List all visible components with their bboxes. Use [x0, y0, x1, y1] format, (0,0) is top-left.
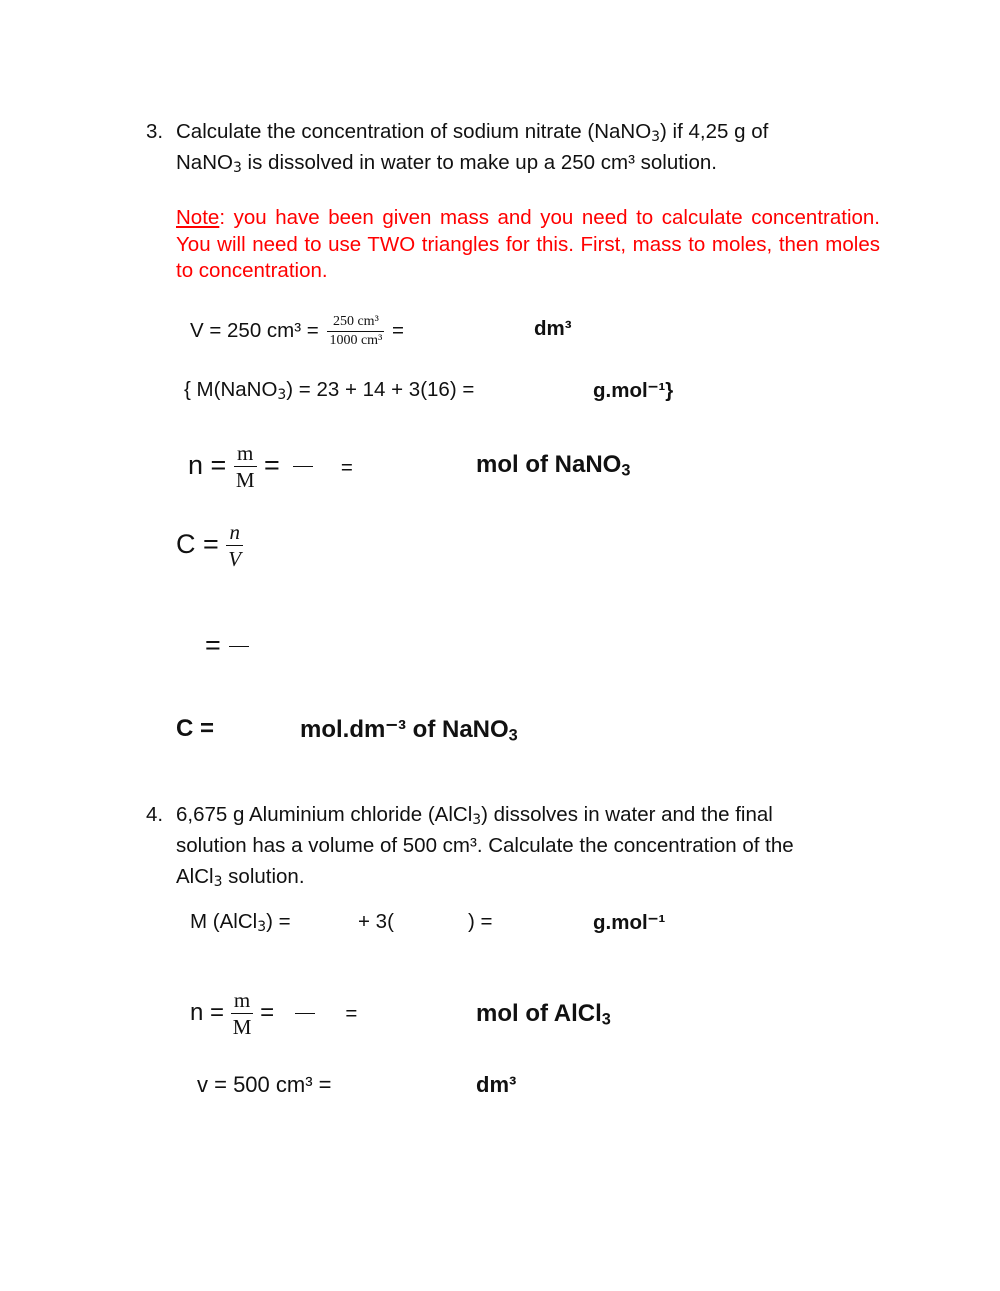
question-4-number: 4. — [146, 803, 164, 826]
volume-lhs: V = 250 cm³ = — [190, 319, 319, 342]
q4-n-fraction: $\frac{m}{M}$ — [232, 988, 252, 1040]
q3-moles-unit: mol of NaNO$_3$ — [476, 451, 631, 480]
c-fraction: $\frac{n}{V}$ — [228, 520, 242, 572]
q3-note — [176, 205, 880, 285]
volume-eq: = — [391, 319, 404, 342]
q3-line2-a: NaNO — [176, 151, 233, 174]
question-3-number: 3. — [146, 120, 164, 143]
q4-molar-mass-end: ) = — [468, 910, 493, 933]
q4-moles-line: n = $\frac{m}{M}$ = = — [190, 988, 358, 1040]
q4-molar-mass-expr: M (AlCl$_3$) = — [190, 910, 291, 935]
c-lhs: C = — [176, 529, 219, 559]
q3-concentration-result-unit: mol.dm⁻³ of NaNO$_3$ — [300, 716, 518, 745]
q3-sub3: 3 — [651, 128, 661, 145]
blank-fraction — [293, 466, 313, 467]
q3-line1-a: Calculate the concentration of sodium nitrate (NaNO — [176, 120, 652, 143]
question-4-text: 6,675 g Aluminium chloride (AlCl$_3$) dissolves in water and the final solution has a volume of 500 cm³. Calculate the concentration of the AlCl$_3$ solution. — [176, 803, 794, 890]
question-3-text — [176, 116, 880, 178]
note-label: Note — [176, 206, 220, 229]
volume-numerator: 250 cm³ — [327, 313, 384, 332]
q3-sub3: 3 — [232, 159, 242, 176]
q4-molar-mass-unit: g.mol⁻¹ — [593, 911, 666, 934]
n-lhs: n = — [188, 450, 227, 480]
q3-volume-line — [190, 308, 404, 354]
q3-molar-mass-expr: { M(NaNO$_3$) = 23 + 14 + 3(16) = — [184, 378, 475, 403]
q3-line1-b: ) if 4,25 g of — [660, 120, 769, 143]
q4-moles-unit: mol of AlCl$_3$ — [476, 1000, 611, 1029]
q4-volume-unit: dm³ — [476, 1072, 517, 1097]
volume-fraction — [327, 313, 384, 350]
volume-unit: dm³ — [534, 317, 572, 340]
note-text: : you have been given mass and you need to calculate concentration. You will need to use TWO triangles for this. First, mass to moles, then moles to concentration. — [176, 206, 880, 282]
n-fraction: $\frac{m}{M}$ — [235, 441, 255, 493]
q4-molar-mass-mid: + 3( — [358, 910, 394, 933]
q3-line2-b: is dissolved in water to make up a 250 cm³ solution. — [241, 151, 717, 174]
q3-molar-mass-unit: g.mol⁻¹} — [593, 379, 674, 402]
volume-denominator: 1000 cm³ — [329, 333, 383, 349]
q4-volume-expr: v = 500 cm³ = — [197, 1072, 332, 1097]
q3-moles-line: n = $\frac{m}{M}$ = = — [188, 441, 353, 493]
q3-concentration-result-label: C = — [176, 715, 215, 742]
q3-concentration-formula — [176, 514, 243, 574]
q3-concentration-blank: = — [205, 630, 255, 661]
